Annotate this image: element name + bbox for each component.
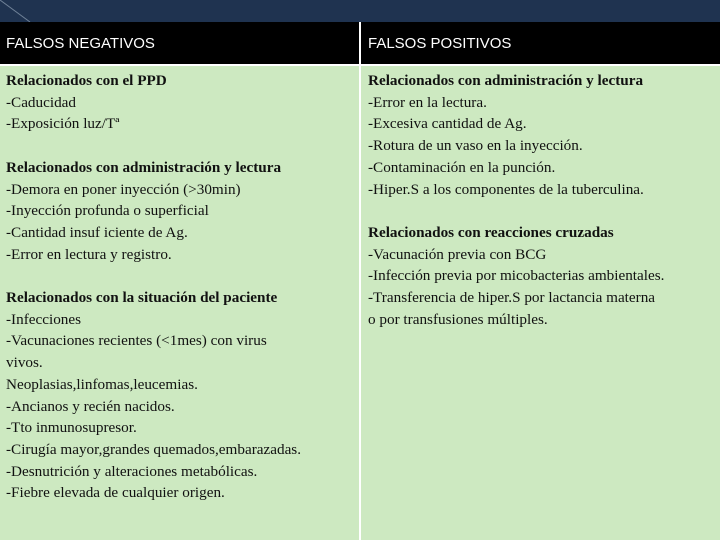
section-title: Relacionados con el PPD	[6, 72, 167, 89]
list-item: -Ancianos y recién nacidos.	[6, 397, 175, 415]
list-item: -Error en lectura y registro.	[6, 245, 172, 263]
list-item: -Cirugía mayor,grandes quemados,embarazadas.	[6, 440, 302, 458]
list-item: -Infecciones	[6, 310, 82, 328]
list-item: -Infección previa por micobacterias ambientales.	[368, 267, 665, 285]
list-item: -Vacunaciones recientes (<1mes) con virus	[6, 332, 267, 350]
list-item: -Desnutrición y alteraciones metabólicas.	[6, 462, 258, 480]
header-falsos-negativos: FALSOS NEGATIVOS	[0, 22, 359, 64]
section-administracion-lectura	[368, 70, 720, 200]
section-title: Relacionados con reacciones cruzadas	[368, 223, 614, 241]
list-item: -Demora en poner inyección (>30min)	[6, 180, 241, 198]
section-administracion-lectura	[6, 157, 359, 266]
comparison-table	[0, 22, 720, 540]
section-situacion-paciente	[6, 287, 359, 504]
falsos-negativos-cell	[0, 64, 359, 540]
list-item: vivos.	[6, 354, 43, 372]
list-item: -Excesiva cantidad de Ag.	[368, 115, 527, 133]
list-item: Neoplasias,linfomas,leucemias.	[6, 375, 198, 393]
list-item: -Tto inmunosupresor.	[6, 419, 137, 437]
section-ppd	[6, 70, 359, 135]
list-item: -Contaminación en la punción.	[368, 158, 556, 176]
list-item: -Exposición luz/Tª	[6, 115, 120, 133]
list-item: -Hiper.S a los componentes de la tuberculina.	[368, 180, 644, 198]
list-item: -Transferencia de hiper.S por lactancia materna	[368, 289, 656, 307]
falsos-positivos-cell	[359, 64, 720, 540]
section-reacciones-cruzadas	[368, 222, 720, 331]
list-item: -Inyección profunda o superficial	[6, 202, 209, 220]
list-item: -Cantidad insuf iciente de Ag.	[6, 223, 188, 241]
header-falsos-positivos: FALSOS POSITIVOS	[359, 22, 720, 64]
section-title: Relacionados con la situación del paciente	[6, 289, 278, 306]
list-item: -Rotura de un vaso en la inyección.	[368, 137, 583, 155]
list-item: -Vacunación previa con BCG	[368, 245, 547, 263]
list-item: -Caducidad	[6, 93, 77, 111]
decorative-corner-line	[0, 0, 40, 22]
header-divider	[0, 64, 720, 66]
section-title: Relacionados con administración y lectura	[6, 158, 282, 176]
section-title: Relacionados con administración y lectura	[368, 72, 644, 89]
list-item: o por transfusiones múltiples.	[368, 310, 548, 328]
list-item: -Fiebre elevada de cualquier origen.	[6, 484, 225, 502]
list-item: -Error en la lectura.	[368, 93, 487, 111]
